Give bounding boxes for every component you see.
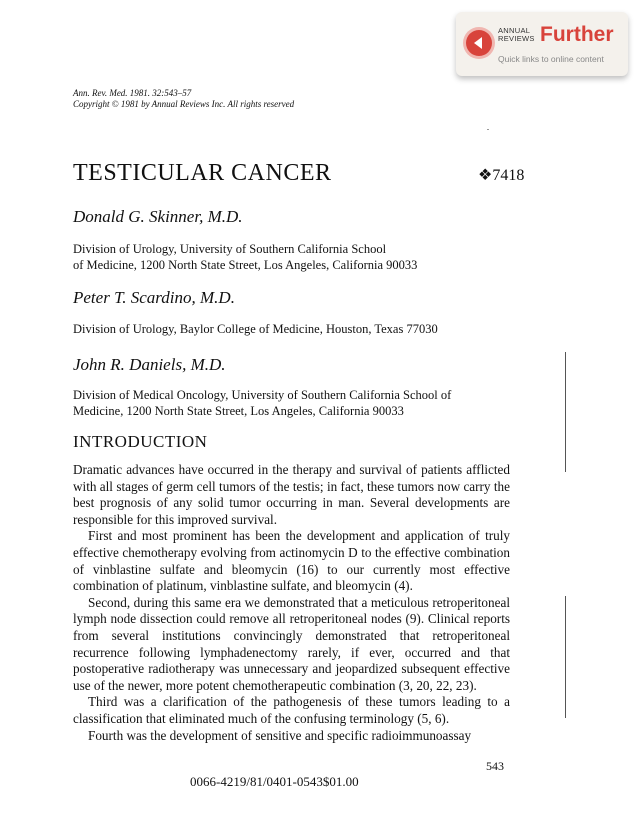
further-label: Further xyxy=(540,23,614,46)
affiliation-line: Division of Urology, University of Southern California School xyxy=(73,242,387,256)
body-text xyxy=(73,462,510,744)
annual-reviews-label: ANNUAL REVIEWS xyxy=(498,26,535,43)
author-affiliation-2 xyxy=(73,321,438,337)
affiliation-line: Medicine, 1200 North State Street, Los Angeles, California 90033 xyxy=(73,404,404,418)
page-number: 543 xyxy=(486,759,504,773)
author-affiliation-1 xyxy=(73,241,417,273)
author-name-2: Peter T. Scardino, M.D. xyxy=(73,288,235,307)
section-heading: INTRODUCTION xyxy=(73,432,208,451)
citation-line-2: Copyright © 1981 by Annual Reviews Inc. All rights reserved xyxy=(73,99,295,109)
scan-mark xyxy=(487,129,489,130)
paragraph: Third was a clarification of the pathogenesis of these tumors leading to a classification that eliminated much of the confusing terminology (5, 6). xyxy=(73,694,510,726)
further-badge[interactable] xyxy=(456,12,628,76)
author-affiliation-3 xyxy=(73,387,451,419)
citation xyxy=(73,88,294,110)
author-name-1: Donald G. Skinner, M.D. xyxy=(73,207,243,226)
paragraph: Fourth was the development of sensitive and specific radioimmunoassay xyxy=(88,727,472,743)
paragraph: Second, during this same era we demonstrated that a meticulous retroperitoneal lymph node dissection could remove all retroperitoneal nodes (9). Clinical reports from several institutions convincingly demonstrated that retroperitoneal recurrence following lymphadenectomy rarely, if ever, occurred and that postoperative radiotherapy was unnecessary and jeopardized subsequent effective use of the newer, more potent chemotherapeutic combination (3, 20, 22, 23). xyxy=(73,594,510,693)
paragraph: First and most prominent has been the development and application of truly effective chemotherapy evolving from actinomycin D to the effective combination of vinblastine sulfate and bleomycin (16) to our currently most effective combination of platinum, vinblastine sulfate, and bleomycin (4). xyxy=(73,528,510,594)
margin-rule xyxy=(565,352,566,472)
badge-subtitle: Quick links to online content xyxy=(498,54,604,64)
author-name-3: John R. Daniels, M.D. xyxy=(73,355,226,374)
affiliation-line: of Medicine, 1200 North State Street, Los Angeles, California 90033 xyxy=(73,258,418,272)
affiliation-line: Division of Medical Oncology, University of Southern California School of xyxy=(73,388,452,402)
back-arrow-icon xyxy=(466,30,492,56)
paragraph: Dramatic advances have occurred in the therapy and survival of patients afflicted with all stages of germ cell tumors of the testis; in fact, these tumors now carry the best prognosis of any solid tumor occurring in man. Several developments are responsible for this improved survival. xyxy=(73,462,510,527)
isbn-code: 0066-4219/81/0401-0543$01.00 xyxy=(190,774,359,789)
article-title: TESTICULAR CANCER xyxy=(73,160,332,186)
citation-line-1: Ann. Rev. Med. 1981. 32:543–57 xyxy=(73,88,192,98)
affiliation-line: Division of Urology, Baylor College of Medicine, Houston, Texas 77030 xyxy=(73,322,438,336)
article-code: ❖7418 xyxy=(478,167,525,184)
margin-rule xyxy=(565,596,566,718)
